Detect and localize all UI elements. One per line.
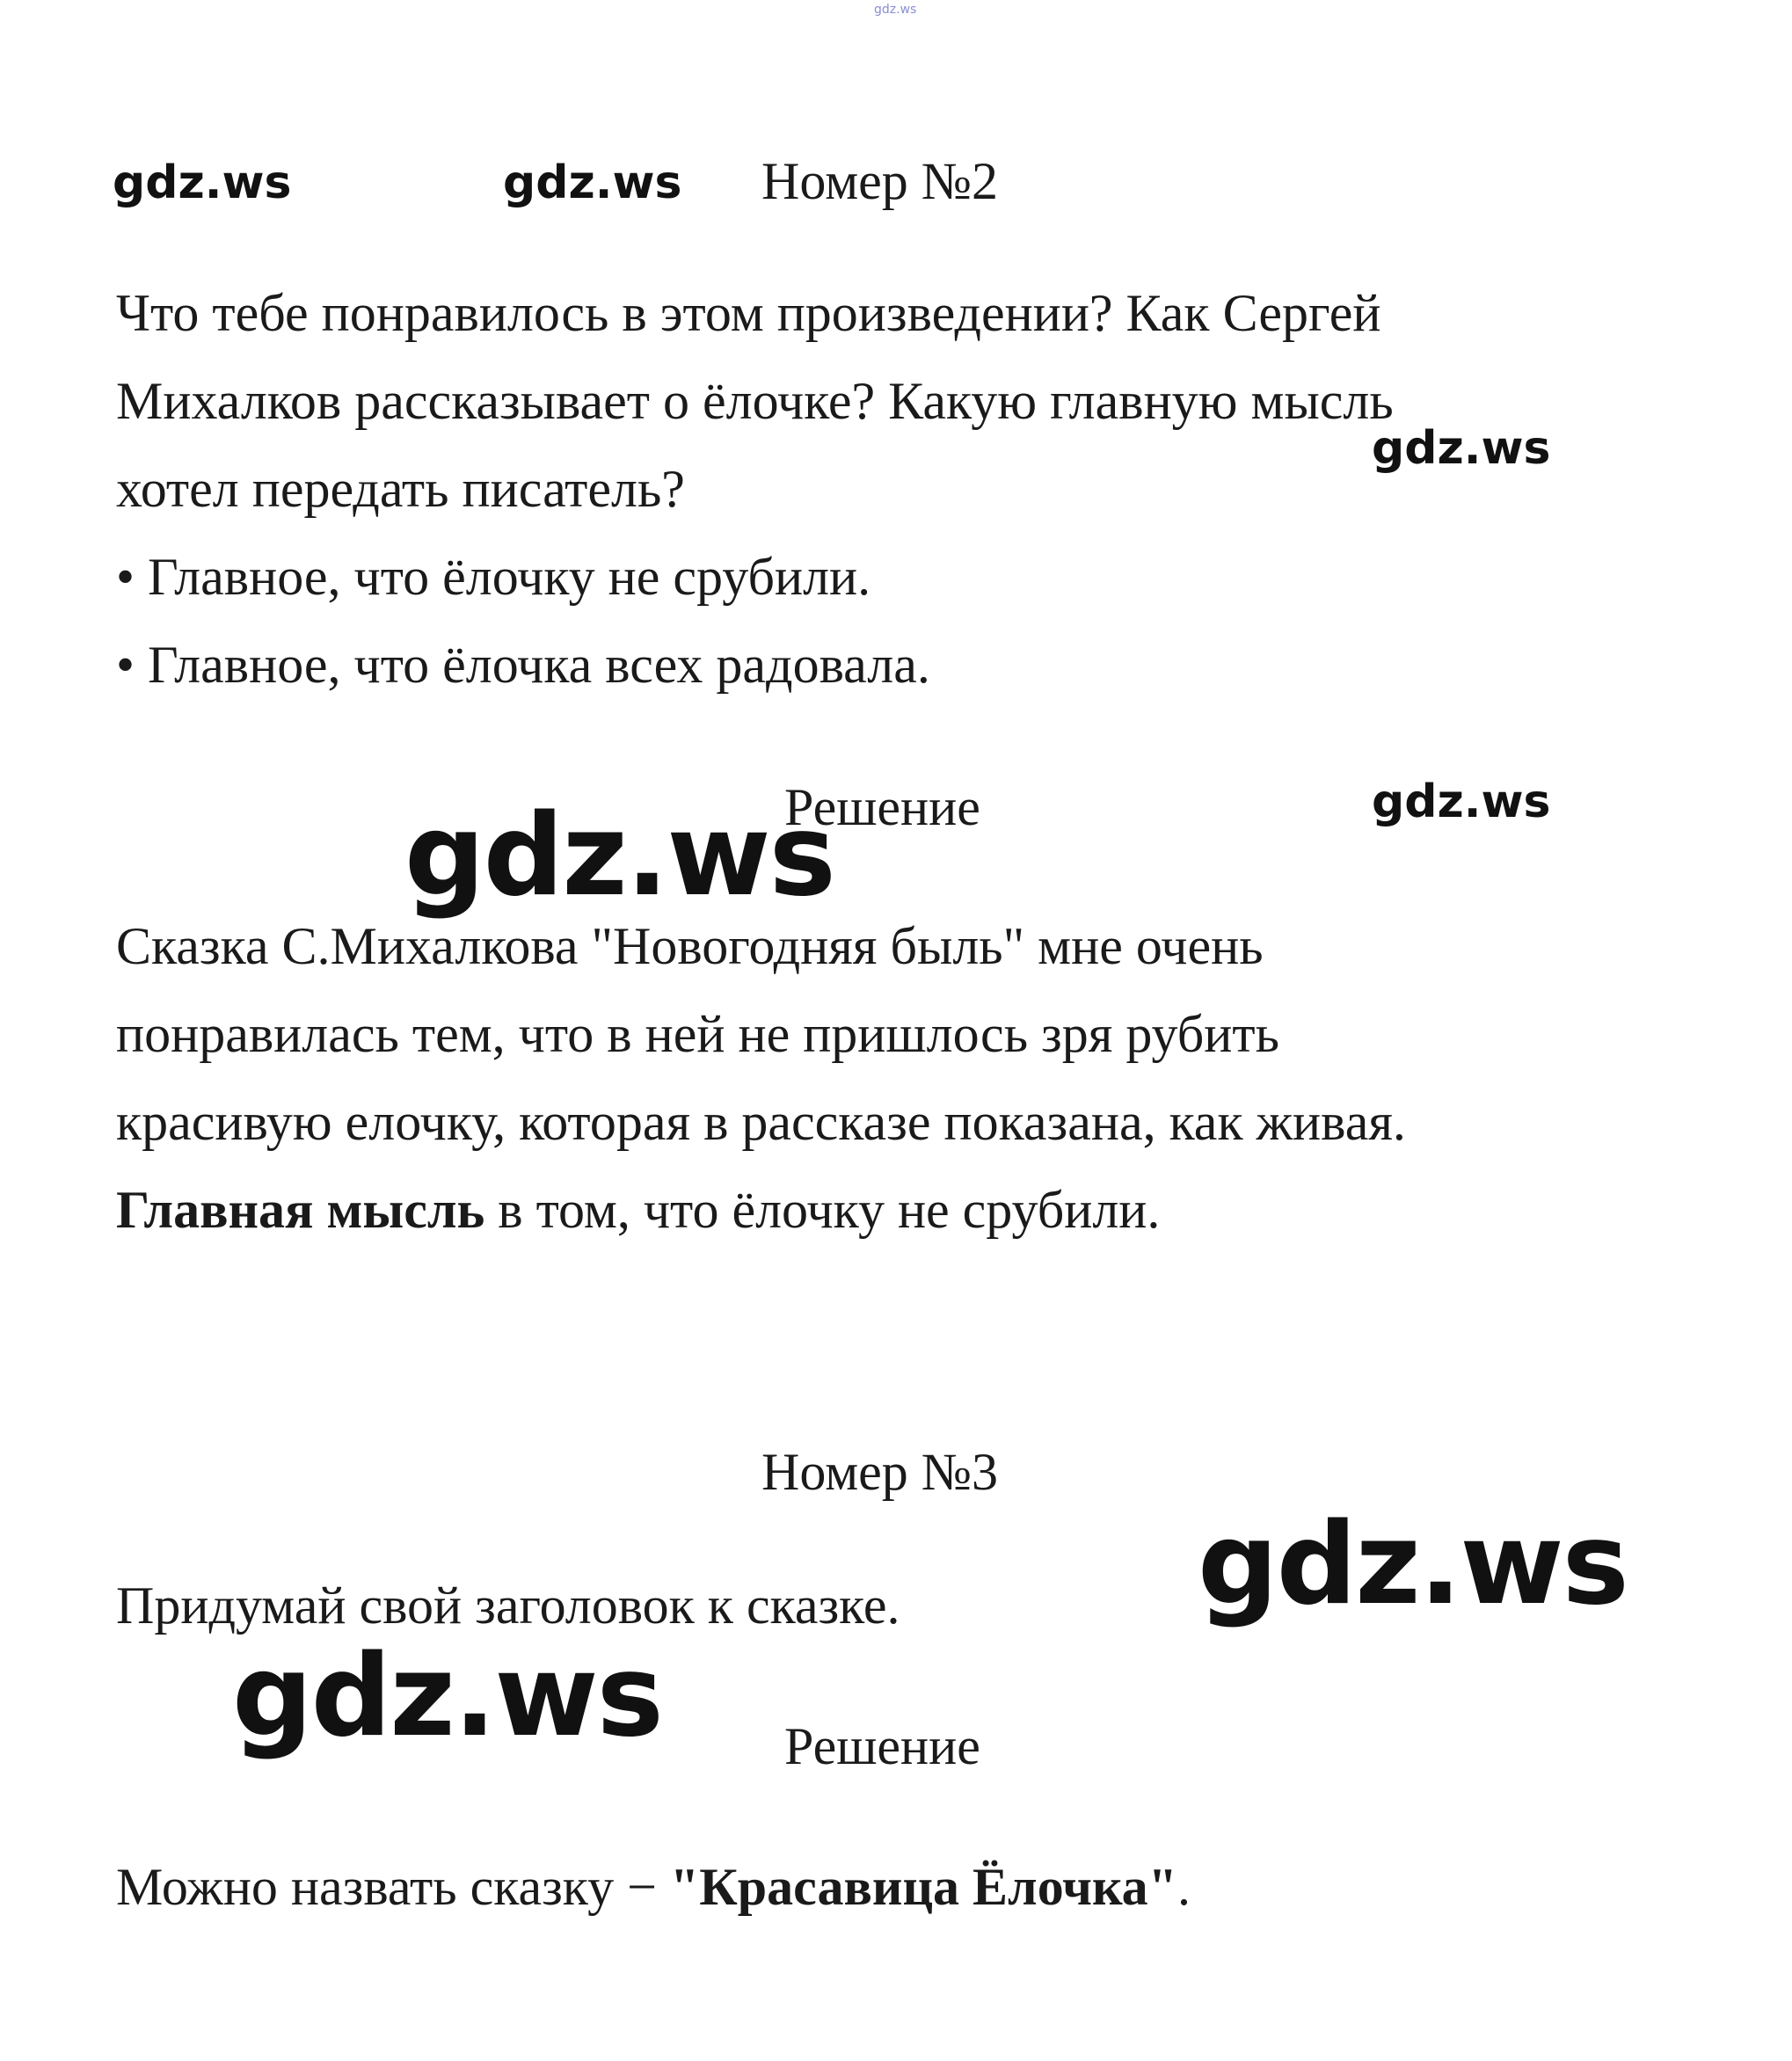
task3-answer-prefix: Можно назвать сказку − xyxy=(116,1858,670,1916)
task3-answer xyxy=(116,1843,1191,1931)
watermark-large: gdz.ws xyxy=(404,790,834,921)
task2-answer-conclusion xyxy=(116,1166,1160,1254)
task2-answer-line: красивую елочку, которая в рассказе показана, как живая. xyxy=(116,1093,1406,1151)
task3-heading: Номер №3 xyxy=(761,1443,999,1501)
task2-answer-line: Сказка С.Михалкова "Новогодняя быль" мне очень xyxy=(116,917,1264,975)
task2-question-line: хотел передать писатель? xyxy=(116,460,685,518)
task2-question-line: Михалков рассказывает о ёлочке? Какую главную мысль xyxy=(116,372,1394,430)
watermark: gdz.ws xyxy=(113,157,292,209)
task2-solution-heading: Решение xyxy=(784,778,980,836)
task3-answer-title: "Красавица Ёлочка" xyxy=(669,1858,1177,1916)
main-idea-text: в том, что ёлочку не срубили. xyxy=(484,1181,1161,1239)
task2-heading: Номер №2 xyxy=(761,152,999,210)
task2-question-line: Что тебе понравилось в этом произведении? Как Сергей xyxy=(116,284,1381,342)
main-idea-label: Главная мысль xyxy=(116,1181,485,1239)
task3-question: Придумай свой заголовок к сказке. xyxy=(116,1577,900,1635)
task3-solution-heading: Решение xyxy=(784,1717,980,1775)
watermark: gdz.ws xyxy=(1372,776,1551,828)
task3-answer-suffix: . xyxy=(1176,1858,1191,1916)
task2-option: • Главное, что ёлочка всех радовала. xyxy=(116,636,930,694)
watermark-tiny: gdz.ws xyxy=(874,3,917,17)
task2-option: • Главное, что ёлочку не срубили. xyxy=(116,548,871,606)
watermark: gdz.ws xyxy=(503,157,682,209)
watermark-large: gdz.ws xyxy=(1198,1499,1628,1630)
watermark: gdz.ws xyxy=(1372,422,1551,475)
watermark-large: gdz.ws xyxy=(232,1631,662,1762)
task2-answer-line: понравилась тем, что в ней не пришлось зря рубить xyxy=(116,1005,1279,1063)
